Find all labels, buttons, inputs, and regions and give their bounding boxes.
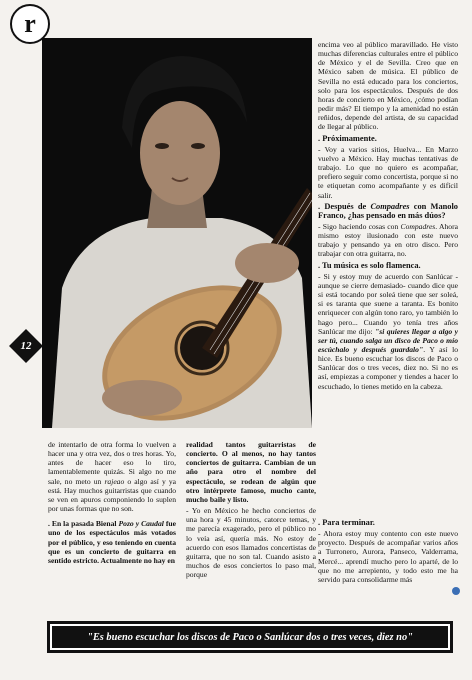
answer-3 xyxy=(318,272,458,391)
answer-1: - Voy a varios sitios, Huelva... En Marzo vuelvo a México. Hay muchas tentativas de trabajo. Lo que no quiero es acompañar, prefiero seguir como concertista, porque si no te etiquetan como acompañante y es difícil salir. xyxy=(318,144,458,200)
end-mark-icon xyxy=(452,587,460,595)
col1-text-post: o algo así y ya está. Hay muchos guitarristas que cuando se ven en apuros componiendo lo suplen por unas formas que no son. xyxy=(48,476,177,514)
q2-pre: . Después de xyxy=(318,201,371,211)
question-4: . Para terminar. xyxy=(318,518,375,527)
col2-question-cont: realidad tantos guitarristas de concierto. O al menos, no hay tantos conciertos de guitarra. Cambian de un año para otro el nombre del espectáculo, se rodean de algún que otro intérprete famoso, mucho cante, mucho baile y listo. xyxy=(186,440,316,504)
a2-pre: - Sigo haciendo cosas con xyxy=(318,221,401,231)
col1-q-italic: Pozo y Caudal xyxy=(118,519,164,529)
a2-italic: Compadres xyxy=(400,221,436,231)
intro-paragraph: encima veo al público maravillado. He visto muchas diferencias culturales entre el público de México y el de Sevilla. Creo que en México saben de música. El público de Sevilla no está educado para los conciertos, solo para los espectáculos. Después de dos horas de concierto en México, ¿cómo podían pedir más? El tiempo y la amenidad no están reñidos, depende del artista, de su capacidad de llegar al público. xyxy=(318,40,458,132)
pull-quote: "Es bueno escuchar los discos de Paco o Sanlúcar dos o tres veces, diez no" xyxy=(47,621,453,653)
col2-answer: - Yo en México he hecho conciertos de una hora y 45 minutos, catorce temas, y me parecía exagerado, pero el público no lo veía así, quería más. No estoy de acuerdo con esos llamados concertistas de guitarra, que no son tal. Cuando asisto a muchos de esos conciertos lo paso mal, porque xyxy=(186,506,316,580)
right-column xyxy=(318,40,458,393)
a3-pre: - Si y estoy muy de acuerdo con Sanlúcar -aunque se cierre demasiado- cuando dice que si está tocando por soleá tiene que ser soleá, si es taranta que suene a taranta. Es bonito enriquecer con algún tono raro, yo también lo hago pero... Cuando yo tenía tres años Sanlúcar me dijo: xyxy=(318,271,458,336)
guitarist-photo xyxy=(42,38,312,428)
answer-2 xyxy=(318,222,458,259)
col1-text: de intentarlo de otra forma lo vuelven a hacer una y otra vez, dos o tres horas. Yo, antes de hacer eso lo tiro, lamentablemente quizás. Si algo no me sale, no meto un xyxy=(48,440,176,486)
a3-post: . Y así lo hice. Es bueno escuchar los discos de Paco o Sanlúcar dos o tres veces, diez no. Si no es así, empiezas a componer y tiendes a hacer lo escuchado, lo tienes metido en la cabeza. xyxy=(318,345,458,391)
bottom-column-2 xyxy=(186,440,316,581)
q2-post: con Manolo Franco, ¿has pensado en más dúos? xyxy=(318,201,458,220)
magazine-logo: r xyxy=(10,4,50,44)
question-3: . Tu música es solo flamenca. xyxy=(318,260,421,270)
bottom-column-1 xyxy=(48,440,176,567)
question-2 xyxy=(318,202,458,220)
a3-italic: "si quieres llegar a algo y ser tú, cuando salga un disco de Paco o mío escúchalo y después guardalo" xyxy=(318,326,458,354)
col1-question xyxy=(48,519,176,565)
col1-q-post: fue uno de los espectáculos más votados por el público, y eso teniendo en cuenta que es un concierto de guitarra en sentido estricto. Actualmente no hay en xyxy=(48,519,176,565)
question-1: . Próximamente. xyxy=(318,133,377,143)
col1-italic: rajeao xyxy=(104,476,125,486)
a2-post: . Ahora mismo estoy ilusionado con este nuevo trabajo y pensando ya en otro disco. Pero trabajar con otra guitarra, no. xyxy=(318,221,458,259)
page-number-badge xyxy=(9,329,43,363)
page-number: 12 xyxy=(20,340,32,352)
right-column-end xyxy=(318,518,458,586)
col1-paragraph xyxy=(48,440,176,513)
q2-italic: Compadres xyxy=(370,201,410,211)
col1-q-pre: . En la pasada Bienal xyxy=(48,519,119,529)
answer-4: - Ahora estoy muy contento con este nuevo proyecto. Después de acompañar varios años a Turronero, Aurora, Panseco, Valderrama, Mercé... aprendí mucho pero lo aparté, de lo que no me arrepiento, y todo esto me ha servido para consolidarme más xyxy=(318,529,458,584)
